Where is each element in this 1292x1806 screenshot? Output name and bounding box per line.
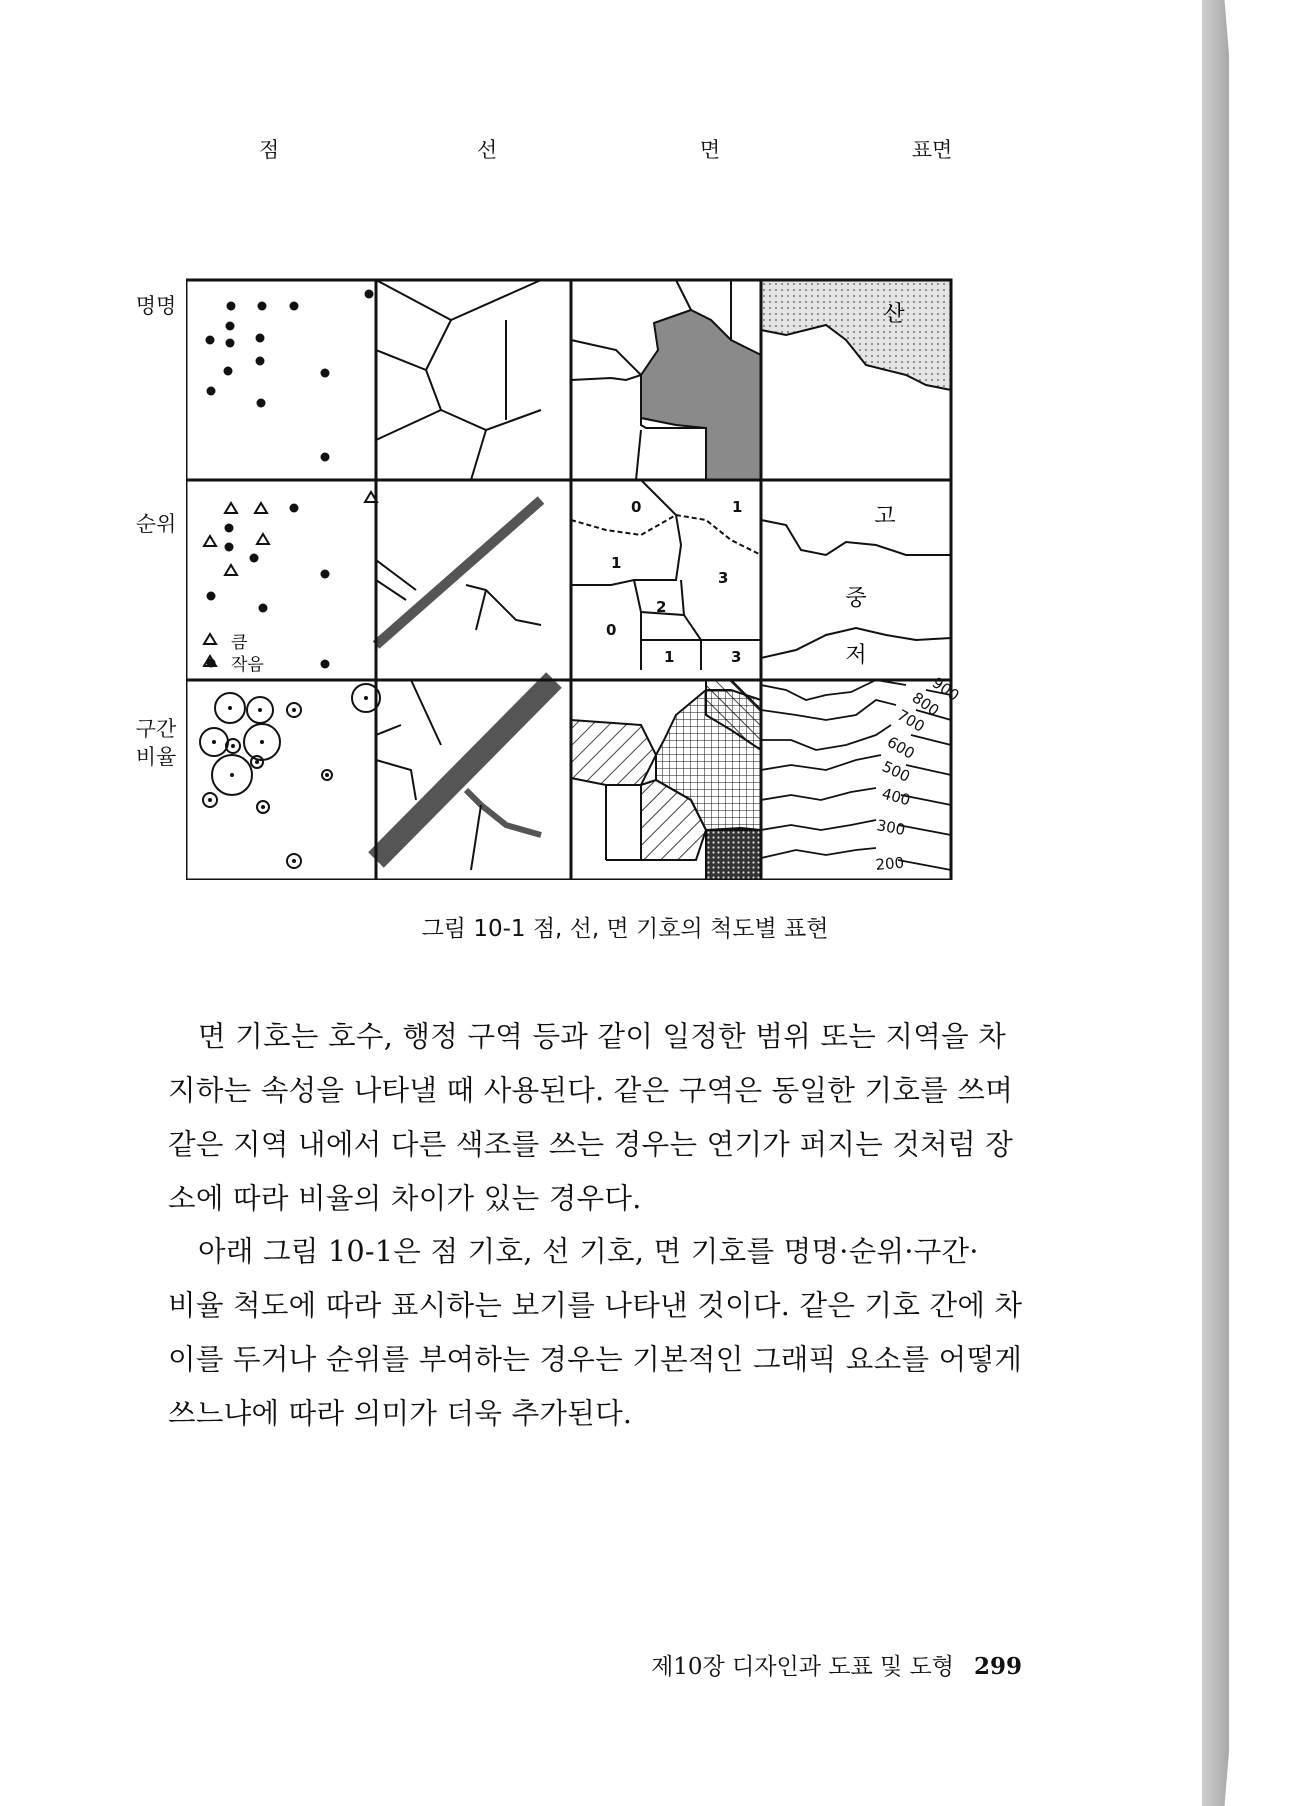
symbol-grid [186, 180, 1066, 880]
column-label-point: 점 [258, 138, 280, 162]
area-rank-label: 1 [664, 648, 675, 666]
area-rank-label: 3 [718, 569, 729, 587]
cell-surface-nominal [761, 280, 951, 390]
surface-rank-high: 고 [874, 504, 896, 529]
point-marker [321, 660, 330, 669]
point-marker [250, 554, 259, 563]
point-marker [259, 604, 268, 613]
area-rank-label: 2 [656, 598, 667, 616]
row-label-ordinal-text: 순위 [135, 512, 177, 536]
page-stack-edge [1202, 0, 1292, 1806]
contour-label: 600 [884, 732, 918, 763]
cell-area-ratio [571, 680, 761, 880]
page-footer [651, 1648, 1022, 1681]
contour-label: 400 [879, 784, 913, 810]
point-marker [365, 290, 374, 299]
legend-small-label: 작음 [231, 655, 264, 675]
point-marker [225, 543, 234, 552]
point-marker [227, 302, 236, 311]
paragraph-2-line: 이를 두거나 순위를 부여하는 경우는 기본적인 그래픽 요소를 어떻게 [168, 1343, 1023, 1376]
point-marker [321, 570, 330, 579]
figure-symbol-scales [135, 120, 1100, 942]
area-rank-label: 0 [631, 498, 642, 516]
surface-mountain-label: 산 [883, 302, 905, 327]
point-marker [226, 322, 235, 331]
paragraph-2-line: 아래 그림 10-1은 점 기호, 선 기호, 면 기호를 명명·순위·구간· [198, 1235, 979, 1268]
cell-line-nominal [376, 280, 541, 480]
contour-label: 900 [928, 673, 963, 705]
area-rank-label: 0 [606, 621, 617, 639]
grid-frame [186, 280, 951, 880]
point-marker [321, 453, 330, 462]
cell-point-nominal [206, 290, 374, 462]
paragraph-1-line: 같은 지역 내에서 다른 색조를 쓰는 경우는 연기가 퍼지는 것처럼 장 [168, 1128, 1014, 1161]
chapter-title: 제10장 디자인과 도표 및 도형 [651, 1654, 954, 1680]
point-marker [226, 339, 235, 348]
figure-caption: 그림 10-1 점, 선, 면 기호의 척도별 표현 [421, 916, 829, 942]
row-label-nominal [126, 292, 186, 320]
point-marker [224, 367, 233, 376]
column-label-surface: 표면 [911, 138, 953, 162]
triangle-marker [225, 503, 237, 513]
major-road [376, 500, 541, 645]
cell-area-nominal [571, 280, 761, 480]
contour-label: 300 [875, 816, 907, 839]
surface-rank-low: 저 [845, 643, 867, 668]
triangle-marker [204, 536, 216, 546]
triangle-marker [255, 503, 267, 513]
contour-label: 500 [879, 757, 913, 786]
column-label-line: 선 [476, 138, 498, 162]
cell-surface-ratio [761, 674, 962, 874]
column-label-area: 면 [699, 138, 721, 162]
paragraph-2 [168, 1225, 1048, 1441]
row-label-nominal-text: 명명 [135, 294, 177, 318]
cell-point-ordinal [204, 492, 377, 675]
cell-point-ratio [200, 684, 380, 868]
point-marker [290, 504, 299, 513]
point-marker [321, 369, 330, 378]
surface-rank-mid: 중 [845, 586, 867, 611]
area-region-shaded [641, 310, 761, 480]
triangle-marker [257, 534, 269, 544]
cell-line-ordinal [376, 500, 541, 645]
row-label-interval-ratio [126, 715, 186, 771]
page-number: 299 [973, 1653, 1022, 1680]
area-rank-label: 3 [731, 648, 742, 666]
point-marker [290, 302, 299, 311]
paragraph-2-line: 비율 척도에 따라 표시하는 보기를 나타낸 것이다. 같은 기호 간에 차 [168, 1289, 1023, 1322]
point-marker [206, 336, 215, 345]
paragraph-1 [168, 1010, 1048, 1226]
area-rank-label: 1 [611, 554, 622, 572]
point-marker [207, 592, 216, 601]
cell-surface-ordinal [761, 504, 951, 668]
contour-label: 700 [894, 705, 928, 736]
area-rank-label: 1 [732, 498, 743, 516]
paragraph-2-line: 쓰느냐에 따라 의미가 더욱 추가된다. [168, 1397, 633, 1430]
legend-large-label: 큼 [231, 633, 248, 653]
row-label-interval-text: 구간 [135, 717, 177, 741]
triangle-marker [225, 565, 237, 575]
triangle-marker [204, 634, 216, 644]
paragraph-1-line: 면 기호는 호수, 행정 구역 등과 같이 일정한 범위 또는 지역을 차 [198, 1020, 1007, 1053]
point-marker [207, 387, 216, 396]
point-marker [256, 357, 265, 366]
contour-label: 200 [874, 853, 905, 874]
point-marker [257, 399, 266, 408]
paragraph-1-line: 소에 따라 비율의 차이가 있는 경우다. [168, 1182, 642, 1215]
row-label-ordinal [126, 510, 186, 538]
cell-area-ordinal [571, 480, 761, 670]
row-label-ratio-text: 비율 [135, 745, 177, 769]
contour-label: 800 [908, 688, 943, 720]
cell-line-ratio [376, 680, 554, 870]
point-marker [256, 334, 265, 343]
point-marker [258, 302, 267, 311]
point-marker [225, 524, 234, 533]
paragraph-1-line: 지하는 속성을 나타낼 때 사용된다. 같은 구역은 동일한 기호를 쓰며 [168, 1074, 1014, 1107]
legend-dot-marker [207, 659, 216, 668]
